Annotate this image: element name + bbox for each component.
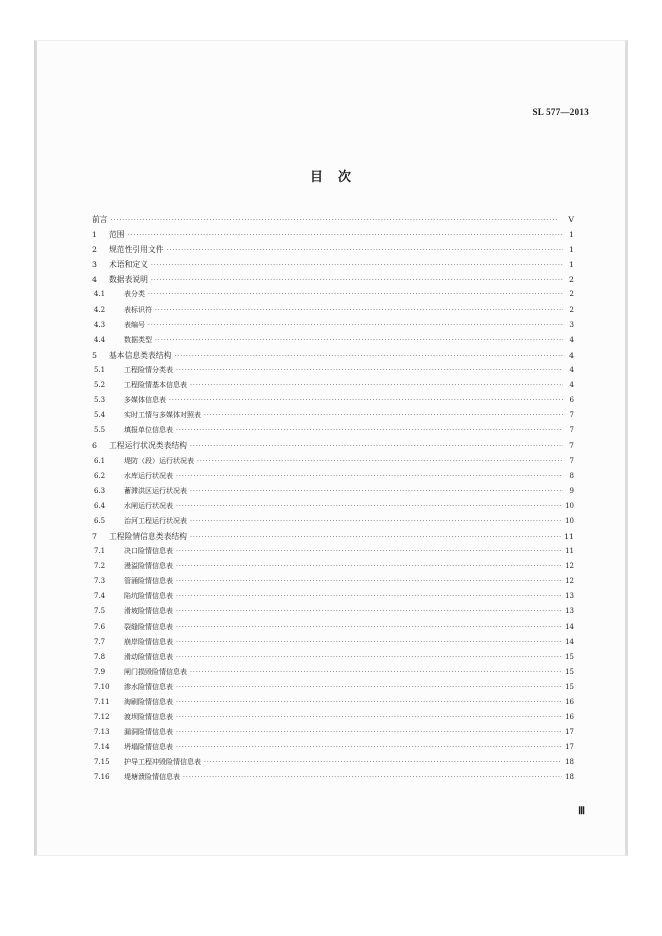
toc-entry-label: 表标识符 (124, 305, 152, 314)
toc-entry-label: 水库运行状况表 (124, 471, 173, 480)
toc-entry[interactable] (92, 469, 574, 484)
toc-entry-page: 16 (565, 698, 574, 706)
toc-entry[interactable] (92, 755, 574, 770)
dot-leader (176, 363, 563, 378)
toc-entry[interactable] (92, 559, 574, 574)
toc-entry-page: 14 (565, 622, 574, 631)
dot-leader (169, 393, 563, 408)
dot-leader (190, 484, 563, 499)
toc-entry-page: 12 (565, 562, 574, 571)
toc-entry-number: 7.6 (94, 622, 106, 631)
toc-entry-number: 4.2 (94, 305, 106, 314)
toc-entry-label: 决口险情信息表 (124, 547, 173, 556)
dot-leader (155, 303, 563, 318)
toc-entry-label: 漫溢险情信息表 (124, 562, 173, 571)
dot-leader (176, 725, 562, 740)
dot-leader (155, 333, 563, 348)
dot-leader (176, 604, 562, 619)
toc-entry-number: 7 (92, 531, 97, 541)
toc-entry-label: 渗水险情信息表 (124, 682, 173, 691)
toc-entry-label: 堤塘溃险情信息表 (124, 773, 180, 782)
toc-entry-label: 数据类型 (124, 335, 152, 344)
toc-entry-number: 7.1 (94, 547, 106, 556)
toc-entry[interactable] (92, 272, 574, 287)
toc-entry-number: 7.2 (94, 562, 106, 571)
toc-entry-page: 13 (565, 592, 574, 601)
toc-entry[interactable] (92, 287, 574, 302)
toc-entry-label: 工程险情分类表 (124, 365, 173, 374)
dot-leader (176, 469, 563, 484)
dot-leader (148, 287, 563, 302)
dot-leader (190, 378, 563, 393)
toc-entry[interactable] (92, 710, 574, 725)
toc-entry[interactable] (92, 620, 574, 635)
toc-entry-page: 13 (565, 607, 574, 616)
dot-leader (167, 243, 563, 258)
toc-entry-label: 范围 (109, 230, 125, 240)
toc-entry[interactable] (92, 438, 574, 453)
toc-entry-number: 7.4 (94, 592, 106, 601)
toc-entry[interactable] (92, 589, 574, 604)
standard-code: SL 577—2013 (532, 107, 589, 117)
toc-entry-page: 1 (569, 245, 574, 255)
dot-leader (190, 439, 563, 454)
toc-entry-number: 3 (92, 260, 97, 270)
toc-entry-label: 护导工程冲毁险情信息表 (124, 758, 201, 767)
toc-entry-label: 水闸运行状况表 (124, 501, 173, 510)
dot-leader (176, 544, 562, 559)
dot-leader (176, 695, 562, 710)
toc-entry-label: 工程险情基本信息表 (124, 381, 187, 390)
toc-entry[interactable] (92, 227, 574, 242)
dot-leader (148, 318, 563, 333)
toc-entry[interactable] (92, 725, 574, 740)
toc-entry-label: 表分类 (124, 290, 145, 299)
toc-entry-page: 18 (565, 773, 574, 782)
dot-leader (183, 770, 562, 785)
toc-entry[interactable] (92, 604, 574, 619)
dot-leader (176, 650, 562, 665)
toc-entry-number: 4.3 (94, 320, 106, 329)
toc-entry-label: 淘刷险情信息表 (124, 698, 173, 706)
toc-entry-number: 6.3 (94, 486, 106, 495)
toc-entry-label: 裂缝险情信息表 (124, 622, 173, 631)
toc-entry-number: 7.14 (94, 743, 110, 752)
table-of-contents (92, 212, 574, 786)
toc-entry-label: 治河工程运行状况表 (124, 516, 187, 525)
toc-entry-label: 数据表说明 (109, 275, 148, 285)
toc-entry-page: 10 (565, 501, 574, 510)
toc-entry-label: 坍塌险情信息表 (124, 743, 173, 752)
toc-entry-label: 滑坡险情信息表 (124, 607, 173, 616)
toc-entry-number: 7.8 (94, 652, 106, 661)
toc-entry-number: 4.4 (94, 335, 106, 344)
dot-leader (190, 665, 562, 680)
dot-leader (176, 559, 562, 574)
toc-entry[interactable] (92, 665, 574, 680)
toc-entry[interactable] (92, 408, 574, 423)
toc-entry-number: 6.5 (94, 516, 106, 525)
toc-entry[interactable] (92, 363, 574, 378)
toc-entry-page: 2 (569, 290, 574, 299)
toc-entry-label: 闸门损毁险情信息表 (124, 667, 187, 676)
dot-leader (128, 228, 563, 243)
toc-entry-number: 5.4 (94, 411, 106, 420)
toc-entry[interactable] (92, 529, 574, 544)
toc-entry-label: 实时工情与多媒体对照表 (124, 411, 201, 420)
toc-entry[interactable] (92, 212, 574, 227)
toc-entry-page: 15 (565, 652, 574, 661)
toc-entry[interactable] (92, 242, 574, 257)
toc-entry-label: 规范性引用文件 (109, 245, 164, 255)
toc-entry[interactable] (92, 650, 574, 665)
toc-entry-page: 18 (565, 758, 574, 767)
toc-entry[interactable] (92, 770, 574, 785)
toc-entry-page: 15 (565, 667, 574, 676)
toc-entry-label: 堤防（段）运行状况表 (124, 456, 194, 465)
toc-entry-number: 5.2 (94, 381, 106, 390)
toc-entry[interactable] (92, 423, 574, 438)
toc-entry[interactable] (92, 454, 574, 469)
dot-leader (176, 499, 562, 514)
toc-entry-page: 6 (569, 396, 574, 405)
toc-entry-number: 5.1 (94, 365, 106, 374)
toc-entry-label: 工程运行状况类表结构 (109, 441, 187, 451)
toc-entry-page: 2 (569, 305, 574, 314)
toc-entry-number: 4.1 (94, 290, 106, 299)
toc-entry[interactable] (92, 635, 574, 650)
toc-entry[interactable] (92, 303, 574, 318)
toc-entry-page: 2 (569, 275, 574, 285)
dot-leader (151, 273, 563, 288)
toc-entry-page: 4 (569, 365, 574, 374)
toc-entry-number: 7.11 (94, 698, 110, 706)
toc-entry-page: 3 (569, 320, 574, 329)
toc-entry[interactable] (92, 544, 574, 559)
toc-entry-number: 5.5 (94, 426, 106, 435)
toc-entry[interactable] (92, 348, 574, 363)
toc-entry-label: 前言 (92, 215, 108, 224)
toc-entry-label: 蓄滞洪区运行状况表 (124, 486, 187, 495)
toc-entry[interactable] (92, 484, 574, 499)
toc-entry[interactable] (92, 378, 574, 393)
dot-leader (176, 710, 562, 725)
toc-entry-number: 6.2 (94, 471, 106, 480)
dot-leader (176, 620, 562, 635)
toc-entry-page: 14 (565, 637, 574, 646)
toc-entry-number: 5.3 (94, 396, 106, 405)
toc-entry[interactable] (92, 257, 574, 272)
toc-entry[interactable] (92, 499, 574, 514)
toc-entry-label: 管涌险情信息表 (124, 577, 173, 586)
toc-entry-label: 多媒体信息表 (124, 396, 166, 405)
document-page (34, 40, 628, 856)
toc-entry[interactable] (92, 740, 574, 755)
toc-entry-page: 17 (565, 743, 574, 752)
page-number: Ⅲ (578, 806, 585, 817)
toc-title: 目 次 (309, 170, 352, 185)
toc-entry-number: 7.16 (94, 773, 110, 782)
dot-leader (176, 740, 562, 755)
toc-entry-page: 4 (569, 381, 574, 390)
toc-entry-page: 1 (569, 260, 574, 270)
dot-leader (176, 635, 562, 650)
toc-entry-label: 漏洞险情信息表 (124, 728, 173, 737)
toc-entry-page: 4 (569, 350, 574, 360)
toc-entry[interactable] (92, 333, 574, 348)
toc-entry-number: 6 (92, 441, 97, 451)
toc-entry-label: 术语和定义 (109, 260, 148, 270)
toc-entry-page: 17 (565, 728, 574, 737)
toc-entry-page: 12 (565, 577, 574, 586)
toc-entry[interactable] (92, 680, 574, 695)
toc-entry-number: 7.15 (94, 758, 110, 767)
toc-entry-page: 7 (569, 426, 574, 435)
toc-entry-page: 9 (569, 486, 574, 495)
dot-leader (176, 589, 562, 604)
dot-leader (176, 574, 562, 589)
toc-entry-number: 6.4 (94, 501, 106, 510)
toc-entry-page: 7 (569, 411, 574, 420)
toc-entry-number: 5 (92, 350, 97, 360)
toc-entry-label: 滑动险情信息表 (124, 652, 173, 661)
dot-leader (190, 514, 562, 529)
toc-entry-page: 10 (565, 516, 574, 525)
toc-entry-page: 16 (565, 713, 574, 722)
toc-entry[interactable] (92, 695, 574, 710)
toc-entry-page: 11 (565, 547, 574, 556)
toc-entry-number: 4 (92, 275, 97, 285)
dot-leader (174, 349, 563, 364)
dot-leader (197, 454, 563, 469)
toc-entry-page: 1 (569, 230, 574, 240)
toc-entry-number: 7.12 (94, 713, 110, 722)
toc-entry-label: 陷坑险情信息表 (124, 592, 173, 601)
toc-entry-number: 6.1 (94, 456, 106, 465)
toc-entry-number: 7.5 (94, 607, 106, 616)
toc-entry-page: 4 (569, 335, 574, 344)
toc-entry-label: 工程险情信息类表结构 (109, 531, 187, 541)
toc-entry-number: 2 (92, 245, 97, 255)
dot-leader (151, 258, 563, 273)
dot-leader (176, 423, 563, 438)
toc-entry-number: 7.10 (94, 682, 110, 691)
toc-entry-number: 1 (92, 230, 97, 240)
toc-entry-label: 填报单位信息表 (124, 426, 173, 435)
toc-entry[interactable] (92, 393, 574, 408)
toc-entry-number: 7.3 (94, 577, 106, 586)
toc-entry[interactable] (92, 318, 574, 333)
dot-leader (176, 680, 562, 695)
dot-leader (204, 755, 562, 770)
toc-entry-number: 7.9 (94, 667, 106, 676)
toc-entry-number: 7.13 (94, 728, 110, 737)
toc-entry[interactable] (92, 574, 574, 589)
toc-entry-page: 15 (565, 682, 574, 691)
dot-leader (204, 408, 563, 423)
toc-entry-page: 8 (569, 471, 574, 480)
toc-entry-page: V (568, 215, 574, 224)
toc-entry-label: 崩岸险情信息表 (124, 637, 173, 646)
toc-entry-label: 渡坝险情信息表 (124, 713, 173, 722)
toc-entry-page: 11 (564, 531, 574, 541)
dot-leader (111, 213, 563, 228)
dot-leader (190, 530, 561, 545)
toc-entry-page: 7 (569, 456, 574, 465)
toc-entry-label: 基本信息类表结构 (109, 350, 172, 360)
toc-entry[interactable] (92, 514, 574, 529)
toc-entry-page: 7 (569, 441, 574, 451)
toc-entry-label: 表编号 (124, 320, 145, 329)
toc-entry-number: 7.7 (94, 637, 106, 646)
